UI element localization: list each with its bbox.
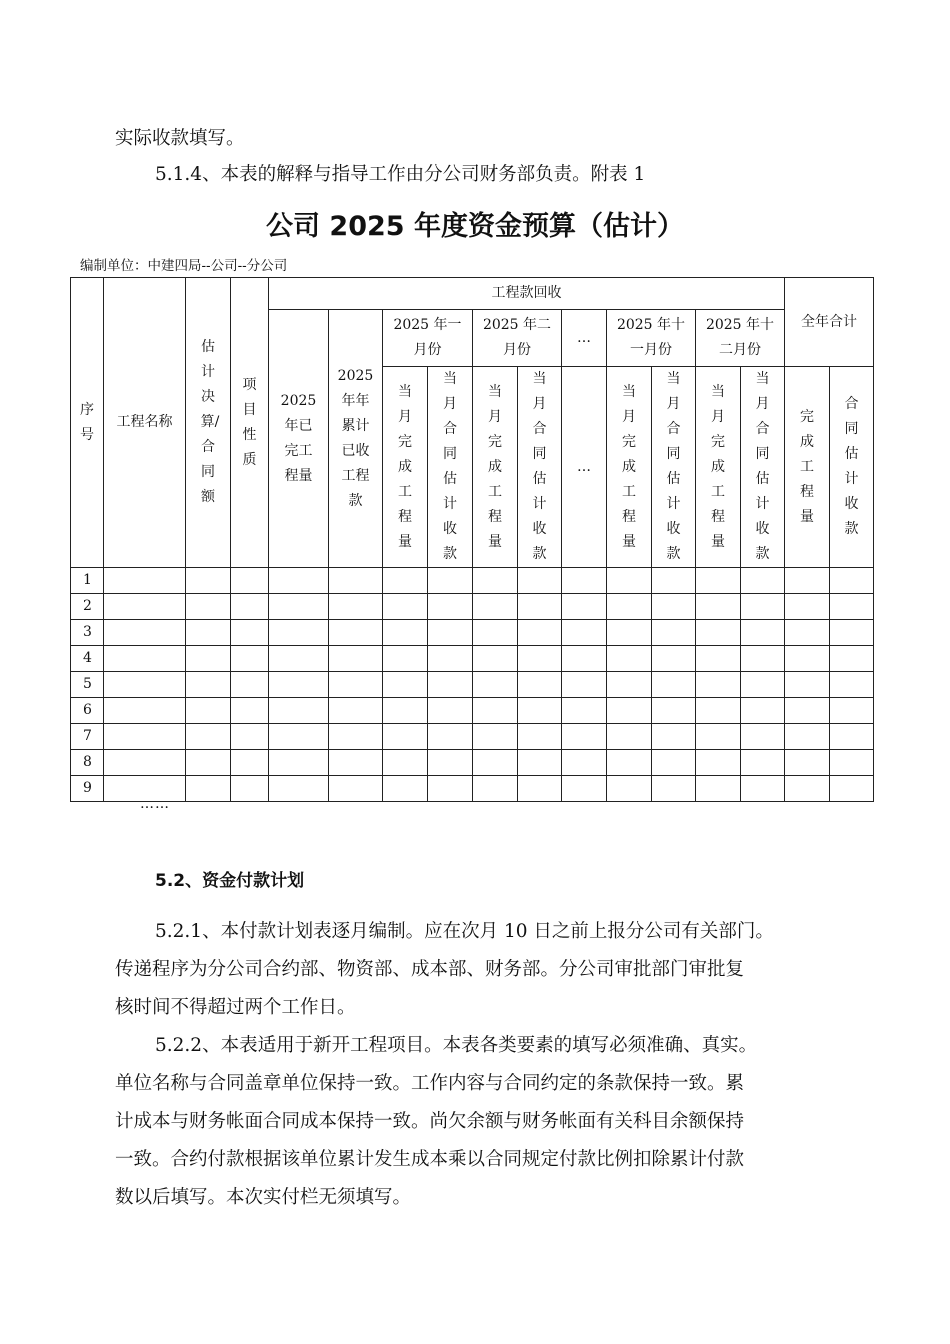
table-cell: [231, 620, 269, 646]
table-cell: [383, 724, 428, 750]
table-cell: [562, 672, 607, 698]
table-cell: [269, 698, 329, 724]
header-project-name: 工程名称: [104, 278, 186, 568]
budget-table: [70, 277, 874, 802]
table-cell: [231, 646, 269, 672]
table-cell: [785, 698, 830, 724]
table-cell: [518, 620, 562, 646]
table-row: [71, 698, 874, 724]
table-cell: [329, 568, 383, 594]
text-line: 5.2.1、本付款计划表逐月编制。应在次月 10 日之前上报分公司有关部门。: [155, 921, 774, 942]
table-cell: [562, 568, 607, 594]
table-cell: [607, 698, 652, 724]
table-cell: [785, 646, 830, 672]
table-cell: [428, 594, 473, 620]
table-row: [71, 672, 874, 698]
row-number: 1: [71, 568, 104, 594]
text-line: 5.1.4、本表的解释与指导工作由分公司财务部负责。附表 1: [155, 164, 646, 185]
text-line: 一致。合约付款根据该单位累计发生成本乘以合同规定付款比例扣除累计付款: [115, 1149, 745, 1170]
table-cell: [269, 646, 329, 672]
table-cell: [562, 776, 607, 802]
header-sub-done: 当月完成工程量: [383, 367, 428, 568]
table-cell: [652, 594, 696, 620]
table-cell: [696, 594, 741, 620]
table-cell: [186, 568, 231, 594]
table-cell: [383, 594, 428, 620]
table-cell: [104, 646, 186, 672]
table-cell: [518, 594, 562, 620]
table-cell: [383, 646, 428, 672]
row-number: 6: [71, 698, 104, 724]
table-cell: [383, 776, 428, 802]
text-line: 核时间不得超过两个工作日。: [115, 997, 356, 1018]
row-number: 2: [71, 594, 104, 620]
table-cell: [329, 776, 383, 802]
header-sub-done: 当月完成工程量: [473, 367, 518, 568]
table-cell: [741, 594, 785, 620]
header-sub-contract: 当月合同估计收款: [652, 367, 696, 568]
table-cell: [383, 568, 428, 594]
table-cell: [652, 672, 696, 698]
table-cell: [231, 724, 269, 750]
header-total-done: 完成工程量: [785, 367, 830, 568]
table-cell: [186, 750, 231, 776]
table-cell: [329, 698, 383, 724]
header-sub-contract: 当月合同估计收款: [741, 367, 785, 568]
text-line: 5.2.2、本表适用于新开工程项目。本表各类要素的填写必须准确、真实。: [155, 1035, 758, 1056]
table-cell: [741, 646, 785, 672]
table-cell: [231, 698, 269, 724]
header-estimate: 估计决算/合同额: [186, 278, 231, 568]
table-cell: [269, 594, 329, 620]
table-cell: [186, 620, 231, 646]
unit-label: 编制单位：中建四局--公司--分公司: [80, 258, 288, 274]
table-row: [71, 646, 874, 672]
table-cell: [652, 724, 696, 750]
text-line: 单位名称与合同盖章单位保持一致。工作内容与合同约定的条款保持一致。累: [115, 1073, 745, 1094]
table-cell: [473, 724, 518, 750]
table-cell: [428, 568, 473, 594]
table-cell: [383, 672, 428, 698]
table-cell: [231, 568, 269, 594]
table-cell: [518, 672, 562, 698]
table-cell: [652, 698, 696, 724]
table-cell: [518, 568, 562, 594]
table-cell: [428, 698, 473, 724]
table-cell: [186, 698, 231, 724]
table-cell: [473, 620, 518, 646]
table-cell: [830, 568, 874, 594]
table-cell: [329, 620, 383, 646]
table-cell: [785, 724, 830, 750]
header-month: 2025 年一月份: [383, 310, 473, 367]
table-cell: [104, 594, 186, 620]
header-total-contract: 合同估计收款: [830, 367, 874, 568]
table-cell: [562, 620, 607, 646]
table-cell: [518, 646, 562, 672]
table-cell: [741, 620, 785, 646]
table-cell: [428, 724, 473, 750]
table-cell: [383, 750, 428, 776]
table-cell: [785, 594, 830, 620]
table-cell: [830, 672, 874, 698]
table-cell: [428, 776, 473, 802]
table-cell: [186, 672, 231, 698]
table-cell: [696, 750, 741, 776]
table-cell: [830, 776, 874, 802]
table-cell: [269, 776, 329, 802]
table-row: [71, 776, 874, 802]
table-cell: [562, 698, 607, 724]
table-cell: [329, 750, 383, 776]
table-cell: [696, 646, 741, 672]
table-cell: [473, 594, 518, 620]
table-cell: [269, 750, 329, 776]
table-cell: [785, 568, 830, 594]
table-cell: [231, 750, 269, 776]
table-cell: [696, 672, 741, 698]
table-cell: [696, 724, 741, 750]
table-cell: [830, 646, 874, 672]
header-nature: 项目性质: [231, 278, 269, 568]
table-cell: [428, 646, 473, 672]
table-row: [71, 724, 874, 750]
table-cell: [696, 568, 741, 594]
table-cell: [473, 776, 518, 802]
header-completed: 2025 年已完工程量: [269, 310, 329, 568]
table-cell: [428, 672, 473, 698]
table-cell: [607, 620, 652, 646]
header-sub-done: 当月完成工程量: [696, 367, 741, 568]
table-row: [71, 750, 874, 776]
table-cell: [696, 698, 741, 724]
table-cell: [830, 750, 874, 776]
header-month: 2025 年十二月份: [696, 310, 785, 367]
table-cell: [830, 698, 874, 724]
table-cell: [741, 672, 785, 698]
text-line: 计成本与财务帐面合同成本保持一致。尚欠余额与财务帐面有关科目余额保持: [115, 1111, 745, 1132]
table-cell: [830, 620, 874, 646]
table-cell: [518, 776, 562, 802]
table-cell: [562, 594, 607, 620]
text-line: 传递程序为分公司合约部、物资部、成本部、财务部。分公司审批部门审批复: [115, 959, 745, 980]
header-month: 2025 年二月份: [473, 310, 562, 367]
table-cell: [607, 776, 652, 802]
row-number: 3: [71, 620, 104, 646]
table-cell: [428, 620, 473, 646]
table-cell: [186, 724, 231, 750]
table-cell: [696, 620, 741, 646]
header-month: 2025 年十一月份: [607, 310, 696, 367]
table-cell: [562, 646, 607, 672]
table-cell: [473, 646, 518, 672]
table-cell: [830, 594, 874, 620]
table-cell: [785, 750, 830, 776]
table-cell: [607, 594, 652, 620]
header-month-ellipsis: …: [562, 310, 607, 367]
table-cell: [785, 672, 830, 698]
table-cell: [329, 724, 383, 750]
table-cell: [607, 672, 652, 698]
table-cell: [518, 750, 562, 776]
table-cell: [428, 750, 473, 776]
table-cell: [104, 750, 186, 776]
row-number: 4: [71, 646, 104, 672]
table-continuation: ……: [140, 796, 170, 812]
table-title: 公司 2025 年度资金预算（估计）: [266, 211, 684, 242]
table-row: [71, 620, 874, 646]
table-cell: [104, 568, 186, 594]
table-cell: [104, 672, 186, 698]
table-cell: [329, 594, 383, 620]
text-line: 实际收款填写。: [115, 128, 245, 149]
header-sub-done: 当月完成工程量: [607, 367, 652, 568]
table-cell: [473, 672, 518, 698]
table-cell: [518, 724, 562, 750]
table-cell: [607, 724, 652, 750]
table-cell: [104, 620, 186, 646]
row-number: 9: [71, 776, 104, 802]
header-annual-total: 全年合计: [785, 278, 874, 367]
table-row: [71, 568, 874, 594]
table-cell: [785, 776, 830, 802]
table-cell: [830, 724, 874, 750]
table-cell: [186, 594, 231, 620]
table-cell: [383, 620, 428, 646]
table-cell: [652, 620, 696, 646]
table-cell: [231, 672, 269, 698]
header-seq: 序号: [71, 278, 104, 568]
row-number: 8: [71, 750, 104, 776]
text-line: 数以后填写。本次实付栏无须填写。: [115, 1187, 412, 1208]
table-cell: [269, 620, 329, 646]
header-cumulative: 2025 年年累计已收工程款: [329, 310, 383, 568]
table-cell: [269, 724, 329, 750]
header-sub-contract: 当月合同估计收款: [518, 367, 562, 568]
table-cell: [329, 672, 383, 698]
section-heading: 5.2、资金付款计划: [155, 871, 305, 891]
table-cell: [186, 776, 231, 802]
header-recovery: 工程款回收: [269, 278, 785, 310]
table-cell: [562, 724, 607, 750]
table-cell: [607, 568, 652, 594]
table-cell: [652, 776, 696, 802]
header-sub-ellipsis: …: [562, 367, 607, 568]
table-cell: [741, 750, 785, 776]
table-cell: [231, 594, 269, 620]
table-cell: [231, 776, 269, 802]
table-cell: [607, 646, 652, 672]
table-cell: [269, 568, 329, 594]
table-cell: [104, 698, 186, 724]
table-cell: [652, 750, 696, 776]
row-number: 5: [71, 672, 104, 698]
table-cell: [741, 776, 785, 802]
table-cell: [269, 672, 329, 698]
table-cell: [186, 646, 231, 672]
table-cell: [562, 750, 607, 776]
table-row: [71, 594, 874, 620]
table-cell: [518, 698, 562, 724]
table-cell: [741, 698, 785, 724]
table-cell: [652, 646, 696, 672]
header-sub-contract: 当月合同估计收款: [428, 367, 473, 568]
table-cell: [473, 568, 518, 594]
table-cell: [104, 724, 186, 750]
table-cell: [741, 724, 785, 750]
table-cell: [383, 698, 428, 724]
table-cell: [785, 620, 830, 646]
table-cell: [473, 750, 518, 776]
table-cell: [652, 568, 696, 594]
row-number: 7: [71, 724, 104, 750]
table-cell: [607, 750, 652, 776]
table-cell: [473, 698, 518, 724]
table-cell: [696, 776, 741, 802]
table-cell: [741, 568, 785, 594]
table-cell: [329, 646, 383, 672]
